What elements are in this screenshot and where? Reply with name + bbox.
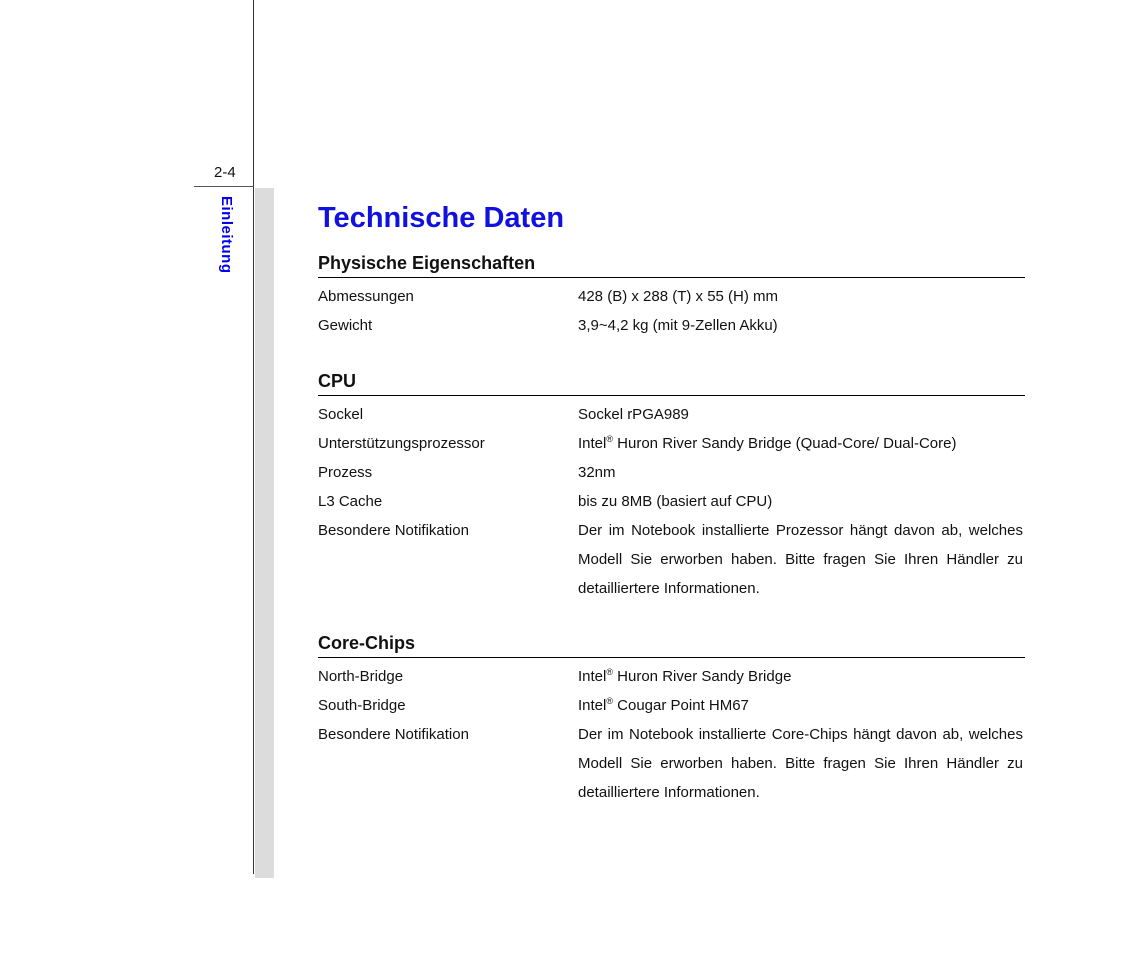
- spec-key: Prozess: [318, 464, 373, 481]
- spec-key: Sockel: [318, 406, 364, 423]
- chapter-label: Einleitung: [218, 196, 235, 274]
- brand-text: Intel: [578, 697, 607, 714]
- brand-text: Intel: [578, 668, 607, 685]
- page-number: 2-4: [214, 164, 236, 181]
- spec-value: [578, 662, 1023, 691]
- section-cpu: [318, 370, 1025, 603]
- page-title: Technische Daten: [318, 202, 565, 234]
- spec-rows: [318, 400, 1025, 603]
- section-core-chips: [318, 632, 1025, 807]
- spec-row: [318, 720, 1025, 807]
- spec-row: [318, 311, 1025, 340]
- spec-row: [318, 516, 1025, 603]
- spec-value: 32nm: [578, 464, 616, 481]
- margin-line: [253, 0, 254, 874]
- side-gray-bar: [255, 188, 274, 878]
- spec-key: L3 Cache: [318, 493, 383, 510]
- registered-mark: ®: [606, 434, 613, 444]
- spec-value: bis zu 8MB (basiert auf CPU): [578, 493, 773, 510]
- spec-row: [318, 282, 1025, 311]
- spec-value: [578, 691, 1023, 720]
- spec-row: [318, 400, 1025, 429]
- spec-value: Sockel rPGA989: [578, 406, 689, 423]
- spec-row: [318, 487, 1025, 516]
- spec-key: Unterstützungsprozessor: [318, 435, 485, 452]
- spec-key: North-Bridge: [318, 668, 404, 685]
- spec-row: [318, 691, 1025, 720]
- spec-value-text: Huron River Sandy Bridge (Quad-Core/ Dual-Core): [613, 435, 957, 452]
- spec-value: [578, 429, 1023, 458]
- spec-key: Besondere Notifikation: [318, 726, 469, 743]
- spec-key: Besondere Notifikation: [318, 522, 469, 539]
- section-physische-eigenschaften: [318, 252, 1025, 340]
- section-heading: CPU: [318, 370, 1025, 396]
- spec-value-text: Cougar Point HM67: [613, 697, 749, 714]
- spec-rows: [318, 282, 1025, 340]
- spec-value: Der im Notebook installierte Prozessor hängt davon ab, welches Modell Sie erworben haben. Bitte fragen Sie Ihren Händler zu detailliertere Informationen.: [578, 522, 1023, 597]
- spec-key: Gewicht: [318, 317, 373, 334]
- spec-key: Abmessungen: [318, 288, 414, 305]
- section-heading: Physische Eigenschaften: [318, 252, 1025, 278]
- spec-value-text: Huron River Sandy Bridge: [613, 668, 792, 685]
- spec-value: Der im Notebook installierte Core-Chips hängt davon ab, welches Modell Sie erworben haben. Bitte fragen Sie Ihren Händler zu detailliertere Informationen.: [578, 726, 1023, 801]
- spec-key: South-Bridge: [318, 697, 406, 714]
- spec-value: 428 (B) x 288 (T) x 55 (H) mm: [578, 288, 779, 305]
- brand-text: Intel: [578, 435, 607, 452]
- spec-row: [318, 429, 1025, 458]
- spec-row: [318, 458, 1025, 487]
- page-number-rule: [194, 186, 254, 187]
- spec-rows: [318, 662, 1025, 807]
- section-heading: Core-Chips: [318, 632, 1025, 658]
- spec-row: [318, 662, 1025, 691]
- spec-value: 3,9~4,2 kg (mit 9-Zellen Akku): [578, 317, 778, 334]
- registered-mark: ®: [606, 696, 613, 706]
- registered-mark: ®: [606, 667, 613, 677]
